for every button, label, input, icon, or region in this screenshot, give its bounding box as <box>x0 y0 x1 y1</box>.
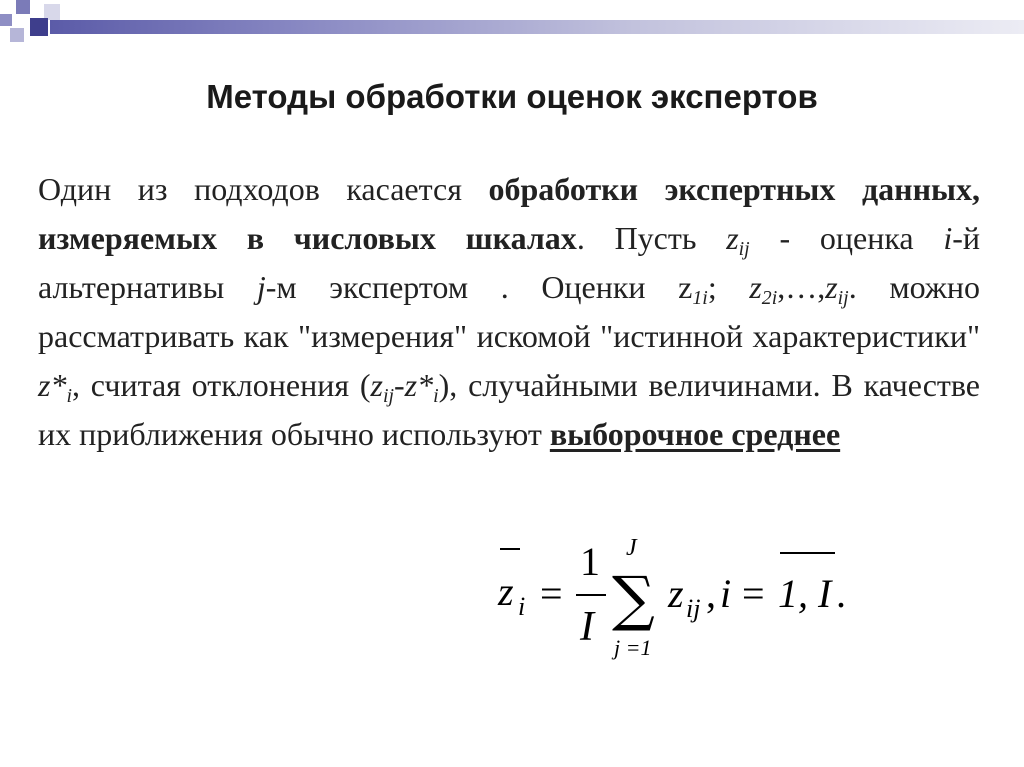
formula-zij-sub: ij <box>686 594 701 623</box>
formula-i: i <box>720 571 732 616</box>
formula-z-sub: i <box>518 592 526 621</box>
sum-sigma: ∑ <box>612 564 655 634</box>
formula-equals-2: = <box>742 571 765 616</box>
formula-equals: = <box>540 571 563 616</box>
slide-title: Методы обработки оценок экспертов <box>206 78 818 115</box>
decoration-square <box>10 28 24 42</box>
slide-paragraph: Один из подходов касается обработки экспертных данных, измеряемых в числовых шкалах. Пусть $z_{ij}$ - оценка i-й альтернативы j-м экспертом . Оценки $z_{1i}$; $z_{2i},\dots,z_{ij}$. можно рассматривать как "измерения" искомой "истинной характеристики" $z*_i$, считая отклонения $(z_{ij}-z*_i)$, случайными величинами. В качестве их приближения обычно используют выборочное среднее <box>38 171 981 452</box>
decoration-square <box>0 14 12 26</box>
formula-comma: , <box>706 571 716 616</box>
decoration-header <box>0 0 1024 60</box>
decoration-square <box>30 18 48 36</box>
formula-z: z <box>498 569 514 614</box>
formula-range: 1, I <box>778 571 832 616</box>
sample-mean-label: выборочное среднее <box>549 416 841 452</box>
sum-upper: J <box>626 535 637 561</box>
formula-numerator: 1 <box>580 539 600 584</box>
formula-period: . <box>836 571 846 616</box>
formula-zij: z <box>668 571 684 616</box>
decoration-square <box>16 0 30 14</box>
mean-formula <box>480 535 880 665</box>
formula-denominator: I <box>580 604 594 650</box>
decoration-bar <box>50 20 1024 34</box>
sum-lower: j =1 <box>614 635 652 660</box>
